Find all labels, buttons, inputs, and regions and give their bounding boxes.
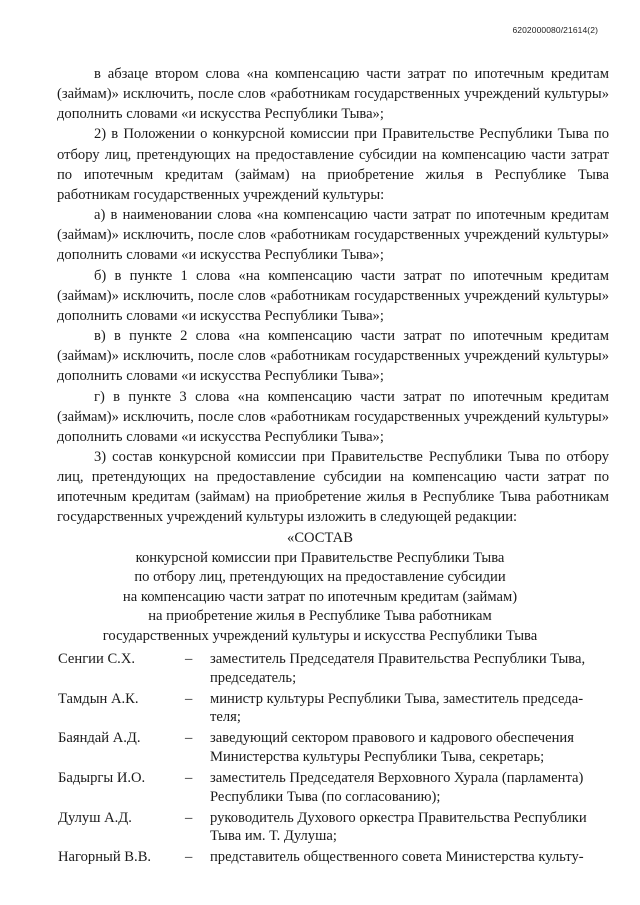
paragraph: г) в пункте 3 слова «на компенсацию части затрат по ипотечным кредитам (займам)» исключить, после слов «работникам государственных учреждений культуры» дополнить словами «и искусства Республики Тыва»; [57, 388, 609, 445]
member-role-line: заведующий сектором правового и кадрового обеспечения [210, 730, 574, 747]
member-role-line: руководитель Духового оркестра Правительства Республики [210, 809, 587, 826]
member-role-line: теля; [210, 709, 241, 726]
dash-separator: – [185, 809, 193, 826]
member-row [58, 769, 610, 806]
amendment-text [57, 64, 609, 528]
paragraph: 2) в Положении о конкурсной комиссии при Правительстве Республики Тыва по отбору лиц, претендующих на предоставление субсидии на компенсацию части затрат по ипотечным кредитам (займам) на приобретение жилья в Республике Тыва работникам государственных учреждений культуры: [57, 126, 609, 203]
member-role-line: Тыва им. Т. Дулуша; [210, 828, 337, 845]
composition-title: «СОСТАВ [287, 530, 353, 546]
dash-separator: – [185, 730, 193, 747]
composition-subtitle-line: на приобретение жилья в Республике Тыва работникам [148, 608, 492, 625]
member-name: Баяндай А.Д. [58, 730, 141, 747]
paragraph: б) в пункте 1 слова «на компенсацию части затрат по ипотечным кредитам (займам)» исключить, после слов «работникам государственных учреждений культуры» дополнить словами «и искусства Республики Тыва»; [57, 267, 609, 324]
member-name: Нагорный В.В. [58, 849, 152, 866]
member-role-line: заместитель Председателя Правительства Республики Тыва, [210, 651, 586, 667]
paragraph: в абзаце втором слова «на компенсацию части затрат по ипотечным кредитам (займам)» исключить, после слов «работникам государственных учреждений культуры» дополнить словами «и искусства Республики Тыва»; [57, 66, 609, 123]
member-row [58, 690, 610, 727]
member-role-line: председатель; [210, 669, 297, 686]
member-role [210, 848, 610, 867]
member-row [58, 809, 610, 846]
composition-heading [40, 529, 600, 647]
member-name: Бадыргы И.О. [58, 770, 146, 787]
member-role-line: заместитель Председателя Верховного Хурала (парламента) [210, 770, 584, 787]
member-role-line: Министерства культуры Республики Тыва, секретарь; [210, 748, 545, 765]
document-id: 6202000080/21614(2) [512, 25, 598, 35]
member-role-line: министр культуры Республики Тыва, заместитель председа- [210, 690, 584, 707]
member-role [210, 729, 610, 766]
dash-separator: – [185, 651, 193, 667]
commission-members-list [58, 650, 610, 870]
dash-separator: – [185, 770, 193, 787]
composition-subtitle-line: по отбору лиц, претендующих на предоставление субсидии [134, 569, 506, 586]
paragraph: в) в пункте 2 слова «на компенсацию части затрат по ипотечным кредитам (займам)» исключить, после слов «работникам государственных учреждений культуры» дополнить словами «и искусства Республики Тыва»; [57, 328, 609, 385]
member-name: Тамдын А.К. [58, 690, 139, 707]
member-role [210, 769, 610, 806]
member-row [58, 848, 610, 867]
paragraph: а) в наименовании слова «на компенсацию части затрат по ипотечным кредитам (займам)» исключить, после слов «работникам государственных учреждений культуры» дополнить словами «и искусства Республики Тыва»; [57, 207, 609, 264]
member-role-line: Республики Тыва (по согласованию); [210, 788, 441, 805]
paragraph: 3) состав конкурсной комиссии при Правительстве Республики Тыва по отбору лиц, претендующих на предоставление субсидии на компенсацию части затрат по ипотечным кредитам (займам) на приобретение жилья в Республике Тыва работникам государственных учреждений культуры изложить в следующей редакции: [57, 448, 609, 526]
member-row [58, 650, 610, 687]
dash-separator: – [185, 690, 193, 707]
member-name: Дулуш А.Д. [58, 809, 132, 826]
dash-separator: – [185, 849, 193, 866]
member-role [210, 690, 610, 727]
composition-subtitle-line: конкурсной комиссии при Правительстве Республики Тыва [135, 549, 505, 566]
composition-subtitle-line: государственных учреждений культуры и искусства Республики Тыва [102, 627, 538, 644]
member-row [58, 729, 610, 766]
member-role-line: представитель общественного совета Министерства культу- [210, 849, 584, 866]
member-name: Сенгии С.Х. [58, 651, 136, 667]
member-role [210, 650, 610, 687]
member-role [210, 809, 610, 846]
composition-subtitle-line: на компенсацию части затрат по ипотечным кредитам (займам) [122, 588, 518, 605]
